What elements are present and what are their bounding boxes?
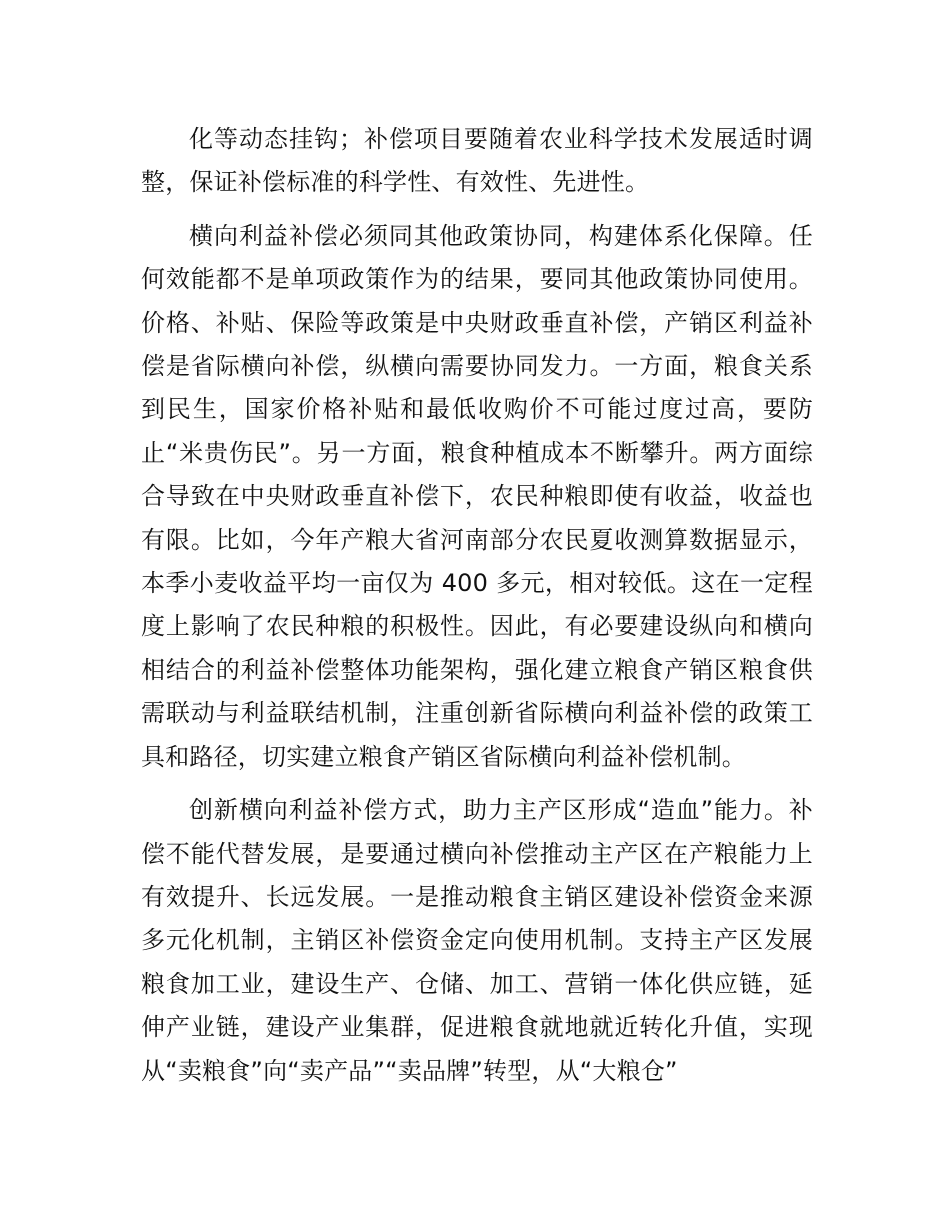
paragraph-1: 化等动态挂钩；补偿项目要随着农业科学技术发展适时调整，保证补偿标准的科学性、有效性、先进性。 (141, 125, 813, 197)
document-page (141, 118, 813, 1103)
paragraph-2: 横向利益补偿必须同其他政策协同，构建体系化保障。任何效能都不是单项政策作为的结果，要同其他政策协同使用。价格、补贴、保险等政策是中央财政垂直补偿，产销区利益补偿是省际横向补偿，纵横向需要协同发力。一方面，粮食关系到民生，国家价格补贴和最低收购价不可能过度过高，要防止“米贵伤民”。另一方面，粮食种植成本不断攀升。两方面综合导致在中央财政垂直补偿下，农民种粮即使有收益，收益也有限。比如，今年产粮大省河南部分农民夏收测算数据显示，本季小麦收益平均一亩仅为 400 多元，相对较低。这在一定程度上影响了农民种粮的积极性。因此，有必要建设纵向和横向相结合的利益补偿整体功能架构，强化建立粮食产销区粮食供需联动与利益联结机制，注重创新省际横向利益补偿的政策工具和路径，切实建立粮食产销区省际横向利益补偿机制。 (141, 221, 813, 771)
paragraph-3: 创新横向利益补偿方式，助力主产区形成“造血”能力。补偿不能代替发展，是要通过横向补偿推动主产区在产粮能力上有效提升、长远发展。一是推动粮食主销区建设补偿资金来源多元化机制，主销区补偿资金定向使用机制。支持主产区发展粮食加工业，建设生产、仓储、加工、营销一体化供应链，延伸产业链，建设产业集群，促进粮食就地就近转化升值，实现从“卖粮食”向“卖产品”“卖品牌”转型，从“大粮仓” (141, 796, 813, 1085)
